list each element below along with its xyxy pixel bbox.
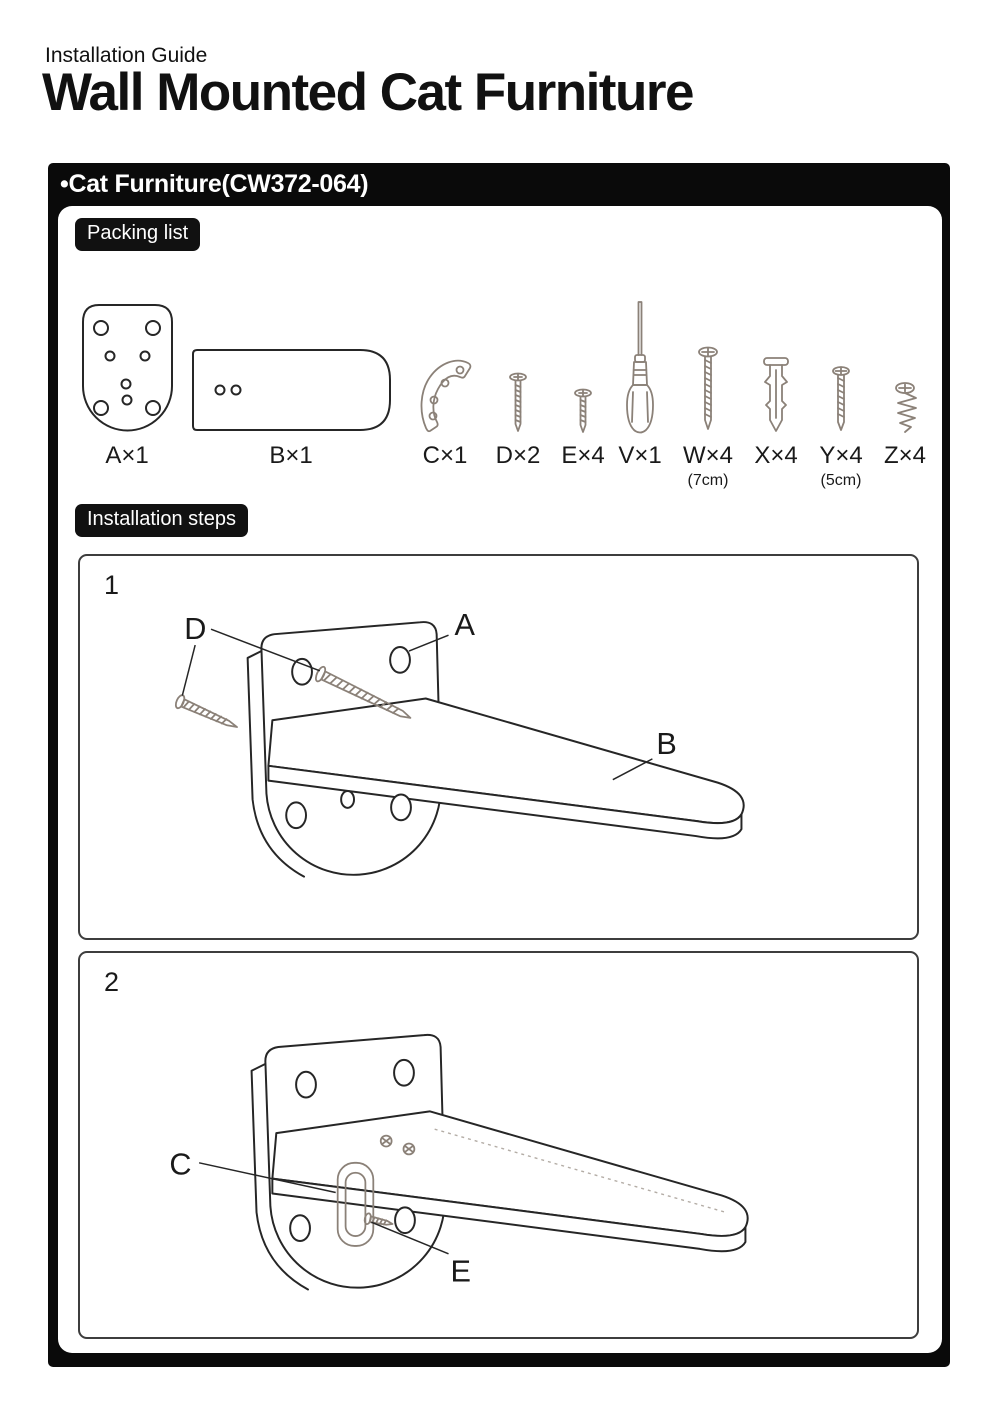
callout-d: D: [184, 612, 207, 647]
callout-e: E: [450, 1253, 471, 1289]
screwdriver-icon: [610, 296, 670, 434]
part-label: B×1: [269, 442, 313, 469]
leader-line-d1: [182, 645, 195, 695]
part-item-z: [876, 296, 934, 472]
coarse-screw-icon: [876, 296, 934, 434]
step-number: 2: [104, 967, 120, 997]
wall-anchor-icon: [746, 296, 806, 434]
step-2-diagram: [80, 953, 917, 1337]
doc-title: Wall Mounted Cat Furniture: [42, 63, 693, 122]
part-label: W×4: [682, 442, 733, 469]
packing-list-badge: Packing list: [75, 218, 200, 251]
part-item-b: [186, 296, 396, 472]
callout-a: A: [454, 608, 475, 643]
part-item-v: [610, 296, 670, 472]
part-label: X×4: [754, 442, 798, 469]
part-item-y: [810, 296, 872, 490]
installation-steps-badge: Installation steps: [75, 504, 248, 537]
content-panel: [58, 206, 942, 1353]
step-1-panel: [78, 554, 919, 940]
corner-bracket-icon: [410, 296, 480, 434]
floating-screw-illustration: [174, 694, 240, 733]
medium-screw-icon: [810, 296, 872, 434]
part-note: (5cm): [820, 472, 862, 489]
step-2-panel: [78, 951, 919, 1339]
doc-kicker: Installation Guide: [45, 44, 208, 67]
wall-plate-icon: [72, 296, 182, 434]
part-label: E×4: [561, 442, 605, 469]
long-screw-icon: [676, 296, 740, 434]
screw-d-icon: [488, 296, 548, 434]
part-label: D×2: [495, 442, 541, 469]
part-item-d: [488, 296, 548, 472]
part-label: Z×4: [883, 442, 927, 469]
callout-c: C: [169, 1146, 192, 1182]
part-label: V×1: [618, 442, 662, 469]
step-number: 1: [104, 570, 120, 600]
part-item-e: [553, 296, 613, 472]
part-item-a: [72, 296, 182, 472]
step-1-diagram: [80, 556, 917, 938]
part-label: A×1: [105, 442, 149, 469]
part-label: Y×4: [819, 442, 863, 469]
part-item-x: [746, 296, 806, 472]
part-note: (7cm): [687, 472, 729, 489]
part-item-c: [410, 296, 480, 472]
part-label: C×1: [422, 442, 468, 469]
part-item-w: [676, 296, 740, 490]
screw-e-icon: [553, 296, 613, 434]
product-section: [48, 163, 950, 1367]
callout-b: B: [656, 726, 677, 761]
shelf-board-icon: [186, 296, 396, 434]
product-header: •Cat Furniture(CW372-064): [60, 170, 369, 198]
